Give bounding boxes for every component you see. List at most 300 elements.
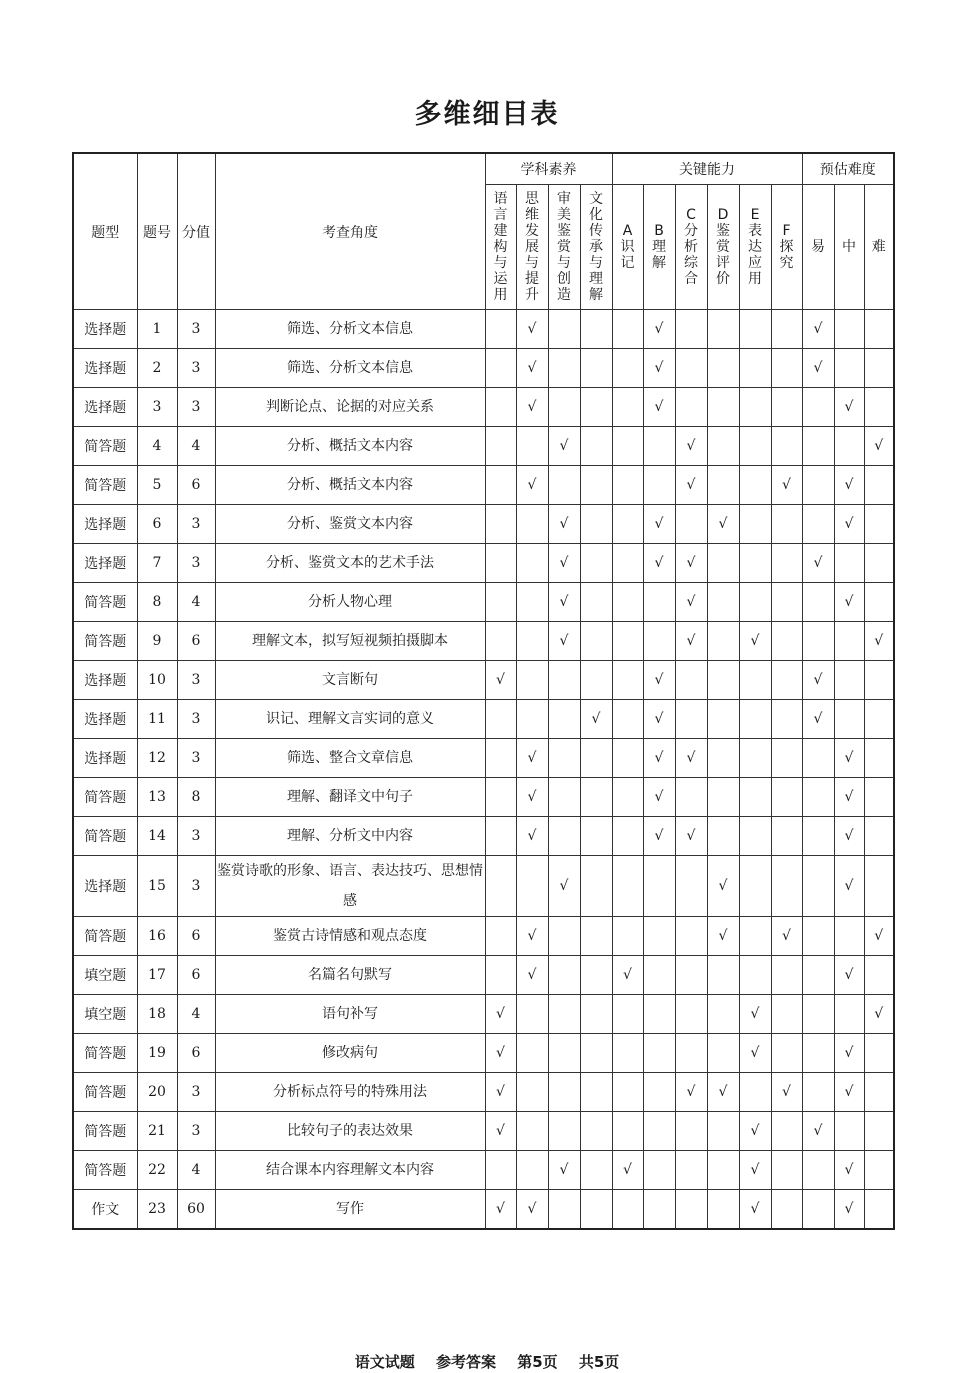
page-footer (0, 1351, 974, 1372)
cell-number: 22 (137, 1151, 177, 1190)
cell-check: √ (834, 505, 864, 544)
cell-number: 7 (137, 544, 177, 583)
cell-check (580, 817, 612, 856)
cell-angle: 筛选、分析文本信息 (215, 310, 485, 349)
cell-check: √ (643, 544, 675, 583)
cell-type: 简答题 (73, 427, 137, 466)
header-column: 易 (802, 185, 834, 310)
cell-check (612, 1073, 643, 1112)
cell-score: 3 (177, 700, 215, 739)
cell-check (516, 583, 548, 622)
header-type: 题型 (73, 153, 137, 310)
cell-check: √ (802, 544, 834, 583)
cell-check (612, 622, 643, 661)
cell-check: √ (834, 817, 864, 856)
cell-check (485, 466, 516, 505)
cell-number: 3 (137, 388, 177, 427)
cell-type: 选择题 (73, 544, 137, 583)
cell-angle: 名篇名句默写 (215, 956, 485, 995)
cell-check (771, 388, 802, 427)
cell-check: √ (516, 310, 548, 349)
table-row (73, 778, 894, 817)
cell-check (771, 505, 802, 544)
cell-number: 2 (137, 349, 177, 388)
cell-check (612, 349, 643, 388)
cell-check (707, 1190, 739, 1230)
cell-check: √ (516, 778, 548, 817)
cell-check (516, 661, 548, 700)
cell-score: 3 (177, 1073, 215, 1112)
cell-check: √ (771, 917, 802, 956)
cell-check (516, 1073, 548, 1112)
cell-check (580, 583, 612, 622)
cell-angle: 判断论点、论据的对应关系 (215, 388, 485, 427)
cell-check (643, 917, 675, 956)
cell-check: √ (516, 739, 548, 778)
cell-check (707, 661, 739, 700)
detail-table (72, 152, 895, 1230)
cell-check (485, 505, 516, 544)
cell-score: 3 (177, 505, 215, 544)
cell-check (771, 739, 802, 778)
cell-type: 简答题 (73, 622, 137, 661)
cell-check (834, 995, 864, 1034)
cell-check: √ (707, 1073, 739, 1112)
cell-type: 简答题 (73, 466, 137, 505)
cell-score: 3 (177, 388, 215, 427)
cell-angle: 分析、鉴赏文本的艺术手法 (215, 544, 485, 583)
cell-check: √ (707, 917, 739, 956)
cell-check (802, 427, 834, 466)
cell-number: 23 (137, 1190, 177, 1230)
cell-score: 3 (177, 661, 215, 700)
cell-check: √ (739, 622, 771, 661)
cell-check (580, 739, 612, 778)
header-group-difficulty: 预估难度 (802, 153, 894, 185)
cell-type: 简答题 (73, 817, 137, 856)
cell-score: 3 (177, 856, 215, 917)
cell-check (485, 700, 516, 739)
cell-number: 5 (137, 466, 177, 505)
cell-check (739, 739, 771, 778)
cell-check (675, 917, 707, 956)
cell-check: √ (834, 856, 864, 917)
cell-type: 简答题 (73, 583, 137, 622)
cell-angle: 比较句子的表达效果 (215, 1112, 485, 1151)
cell-check (707, 349, 739, 388)
cell-check (771, 622, 802, 661)
header-column: 文 化 传 承 与 理 解 (580, 185, 612, 310)
cell-check: √ (739, 1034, 771, 1073)
header-score: 分值 (177, 153, 215, 310)
cell-angle: 筛选、分析文本信息 (215, 349, 485, 388)
cell-check (485, 778, 516, 817)
cell-check (643, 956, 675, 995)
cell-check (771, 817, 802, 856)
cell-check (643, 856, 675, 917)
cell-check (643, 622, 675, 661)
cell-type: 选择题 (73, 739, 137, 778)
cell-check (516, 622, 548, 661)
cell-check (580, 1151, 612, 1190)
cell-check (707, 1112, 739, 1151)
cell-check (864, 466, 894, 505)
table-row (73, 1190, 894, 1230)
header-column: E 表 达 应 用 (739, 185, 771, 310)
cell-check (485, 622, 516, 661)
cell-check (864, 583, 894, 622)
cell-type: 选择题 (73, 856, 137, 917)
cell-type: 选择题 (73, 388, 137, 427)
cell-check (739, 310, 771, 349)
cell-check (612, 388, 643, 427)
cell-score: 3 (177, 310, 215, 349)
cell-check (864, 856, 894, 917)
cell-angle: 结合课本内容理解文本内容 (215, 1151, 485, 1190)
cell-check (643, 1112, 675, 1151)
cell-check (707, 739, 739, 778)
page-title: 多维细目表 (414, 99, 560, 130)
cell-check: √ (739, 1151, 771, 1190)
cell-check (864, 388, 894, 427)
cell-check (675, 310, 707, 349)
cell-check: √ (516, 817, 548, 856)
cell-angle: 分析、概括文本内容 (215, 466, 485, 505)
cell-check: √ (643, 817, 675, 856)
cell-check (548, 310, 580, 349)
cell-check (548, 1034, 580, 1073)
table-row (73, 917, 894, 956)
cell-number: 21 (137, 1112, 177, 1151)
cell-check: √ (834, 956, 864, 995)
cell-check (771, 956, 802, 995)
header-angle: 考查角度 (215, 153, 485, 310)
cell-check (580, 995, 612, 1034)
cell-check (580, 778, 612, 817)
cell-angle: 筛选、整合文章信息 (215, 739, 485, 778)
cell-check (580, 1112, 612, 1151)
table-row (73, 1112, 894, 1151)
cell-angle: 分析、鉴赏文本内容 (215, 505, 485, 544)
cell-check: √ (516, 956, 548, 995)
cell-angle: 分析标点符号的特殊用法 (215, 1073, 485, 1112)
header-group-ability: 关键能力 (612, 153, 802, 185)
table-row (73, 661, 894, 700)
cell-check (707, 817, 739, 856)
cell-check (548, 388, 580, 427)
header-column: D 鉴 赏 评 价 (707, 185, 739, 310)
cell-check: √ (802, 349, 834, 388)
cell-check: √ (548, 583, 580, 622)
cell-check: √ (516, 388, 548, 427)
cell-check (675, 388, 707, 427)
cell-check: √ (643, 700, 675, 739)
cell-check: √ (771, 466, 802, 505)
table-row (73, 622, 894, 661)
cell-check (802, 583, 834, 622)
cell-check (643, 1151, 675, 1190)
header-column: 思 维 发 展 与 提 升 (516, 185, 548, 310)
cell-check (802, 778, 834, 817)
cell-check (580, 1034, 612, 1073)
cell-check: √ (739, 1190, 771, 1230)
cell-check: √ (675, 739, 707, 778)
cell-check (612, 661, 643, 700)
cell-check (612, 739, 643, 778)
cell-check (707, 700, 739, 739)
cell-check: √ (548, 1151, 580, 1190)
cell-check (612, 995, 643, 1034)
cell-check: √ (643, 505, 675, 544)
cell-angle: 鉴赏古诗情感和观点态度 (215, 917, 485, 956)
cell-check (675, 700, 707, 739)
cell-check: √ (675, 622, 707, 661)
cell-check: √ (802, 700, 834, 739)
cell-angle: 分析、概括文本内容 (215, 427, 485, 466)
cell-check (771, 778, 802, 817)
cell-check: √ (802, 661, 834, 700)
cell-check (802, 856, 834, 917)
cell-check (612, 778, 643, 817)
cell-check (548, 661, 580, 700)
header-column: F 探 究 (771, 185, 802, 310)
cell-check (739, 917, 771, 956)
cell-check (771, 1112, 802, 1151)
cell-score: 3 (177, 349, 215, 388)
cell-check (485, 856, 516, 917)
cell-check: √ (834, 739, 864, 778)
cell-check (485, 310, 516, 349)
cell-check (739, 956, 771, 995)
cell-check (548, 1073, 580, 1112)
table-row (73, 427, 894, 466)
table-row (73, 1034, 894, 1073)
cell-check (802, 1151, 834, 1190)
header-group-literacy: 学科素养 (485, 153, 612, 185)
cell-check: √ (516, 466, 548, 505)
cell-number: 10 (137, 661, 177, 700)
cell-check: √ (548, 505, 580, 544)
cell-check (739, 544, 771, 583)
cell-score: 6 (177, 956, 215, 995)
cell-check (864, 956, 894, 995)
cell-check: √ (675, 427, 707, 466)
cell-check: √ (675, 544, 707, 583)
cell-check: √ (707, 505, 739, 544)
cell-check (516, 1112, 548, 1151)
cell-check (675, 661, 707, 700)
table-row (73, 349, 894, 388)
header-column: C 分 析 综 合 (675, 185, 707, 310)
cell-check (771, 1151, 802, 1190)
cell-score: 3 (177, 739, 215, 778)
header-column: 中 (834, 185, 864, 310)
cell-check: √ (612, 956, 643, 995)
cell-check (707, 310, 739, 349)
table-row (73, 700, 894, 739)
cell-number: 13 (137, 778, 177, 817)
cell-check: √ (834, 388, 864, 427)
table-row (73, 995, 894, 1034)
cell-check (834, 661, 864, 700)
cell-check (516, 995, 548, 1034)
cell-check (802, 917, 834, 956)
cell-check (834, 1112, 864, 1151)
cell-check (516, 505, 548, 544)
cell-score: 60 (177, 1190, 215, 1230)
cell-check (864, 700, 894, 739)
cell-number: 16 (137, 917, 177, 956)
cell-check (485, 349, 516, 388)
cell-check (707, 622, 739, 661)
cell-type: 选择题 (73, 661, 137, 700)
cell-check: √ (548, 856, 580, 917)
cell-check: √ (485, 1034, 516, 1073)
cell-check (864, 1151, 894, 1190)
cell-check (612, 544, 643, 583)
cell-check (707, 583, 739, 622)
cell-check (643, 995, 675, 1034)
cell-check (485, 956, 516, 995)
cell-check (580, 349, 612, 388)
cell-check (864, 349, 894, 388)
cell-check (612, 1112, 643, 1151)
cell-check (739, 466, 771, 505)
cell-check (612, 700, 643, 739)
cell-check (516, 856, 548, 917)
cell-check (739, 856, 771, 917)
cell-check (643, 427, 675, 466)
cell-check (739, 817, 771, 856)
cell-check (485, 544, 516, 583)
cell-check (580, 956, 612, 995)
cell-number: 4 (137, 427, 177, 466)
cell-check (612, 1034, 643, 1073)
cell-check (643, 1073, 675, 1112)
cell-score: 4 (177, 995, 215, 1034)
cell-check: √ (675, 1073, 707, 1112)
cell-score: 3 (177, 544, 215, 583)
cell-check (548, 917, 580, 956)
cell-check (864, 1073, 894, 1112)
cell-check (771, 1190, 802, 1230)
cell-check (580, 856, 612, 917)
cell-check: √ (834, 583, 864, 622)
table-row (73, 505, 894, 544)
cell-check (707, 778, 739, 817)
cell-check (612, 1190, 643, 1230)
cell-check (675, 505, 707, 544)
header-column: B 理 解 (643, 185, 675, 310)
table-row (73, 1151, 894, 1190)
cell-check (612, 505, 643, 544)
cell-check (802, 1073, 834, 1112)
cell-check (548, 1112, 580, 1151)
cell-score: 6 (177, 1034, 215, 1073)
cell-check (771, 1034, 802, 1073)
cell-angle: 识记、理解文言实词的意义 (215, 700, 485, 739)
table-row (73, 388, 894, 427)
cell-check (485, 739, 516, 778)
cell-score: 8 (177, 778, 215, 817)
cell-check (580, 661, 612, 700)
cell-score: 4 (177, 427, 215, 466)
cell-angle: 写作 (215, 1190, 485, 1230)
cell-check (675, 1034, 707, 1073)
cell-type: 简答题 (73, 1073, 137, 1112)
cell-angle: 理解文本，拟写短视频拍摄脚本 (215, 622, 485, 661)
cell-number: 9 (137, 622, 177, 661)
cell-check (675, 1151, 707, 1190)
table-row (73, 856, 894, 917)
cell-check: √ (802, 310, 834, 349)
cell-check: √ (675, 817, 707, 856)
cell-check (864, 778, 894, 817)
cell-check (739, 388, 771, 427)
cell-check (739, 583, 771, 622)
cell-angle: 语句补写 (215, 995, 485, 1034)
cell-check (580, 427, 612, 466)
cell-check (612, 310, 643, 349)
cell-check (864, 817, 894, 856)
cell-check (739, 661, 771, 700)
cell-check: √ (675, 466, 707, 505)
cell-check (612, 917, 643, 956)
cell-check (802, 505, 834, 544)
cell-type: 选择题 (73, 505, 137, 544)
cell-check (516, 1151, 548, 1190)
header-column: 难 (864, 185, 894, 310)
cell-check (643, 466, 675, 505)
cell-number: 14 (137, 817, 177, 856)
cell-check (675, 1112, 707, 1151)
cell-check (771, 349, 802, 388)
cell-check (834, 700, 864, 739)
cell-check (548, 349, 580, 388)
table-row (73, 310, 894, 349)
cell-check (739, 349, 771, 388)
cell-check (580, 310, 612, 349)
cell-check (548, 956, 580, 995)
cell-number: 20 (137, 1073, 177, 1112)
cell-check (834, 544, 864, 583)
cell-check (580, 544, 612, 583)
cell-check: √ (834, 1190, 864, 1230)
cell-check (802, 956, 834, 995)
table-row (73, 739, 894, 778)
cell-check (675, 349, 707, 388)
cell-check (485, 388, 516, 427)
cell-check: √ (516, 349, 548, 388)
cell-check (580, 388, 612, 427)
cell-check (548, 1190, 580, 1230)
cell-check (580, 917, 612, 956)
cell-check (612, 817, 643, 856)
cell-check (612, 583, 643, 622)
cell-number: 8 (137, 583, 177, 622)
cell-check (548, 817, 580, 856)
cell-check (580, 1190, 612, 1230)
cell-check: √ (864, 917, 894, 956)
cell-angle: 理解、分析文中内容 (215, 817, 485, 856)
cell-check (612, 856, 643, 917)
cell-check (802, 388, 834, 427)
table-row (73, 544, 894, 583)
footer-subject: 语文试题 (354, 1353, 415, 1371)
cell-check (675, 1190, 707, 1230)
cell-check (864, 739, 894, 778)
cell-check: √ (739, 995, 771, 1034)
